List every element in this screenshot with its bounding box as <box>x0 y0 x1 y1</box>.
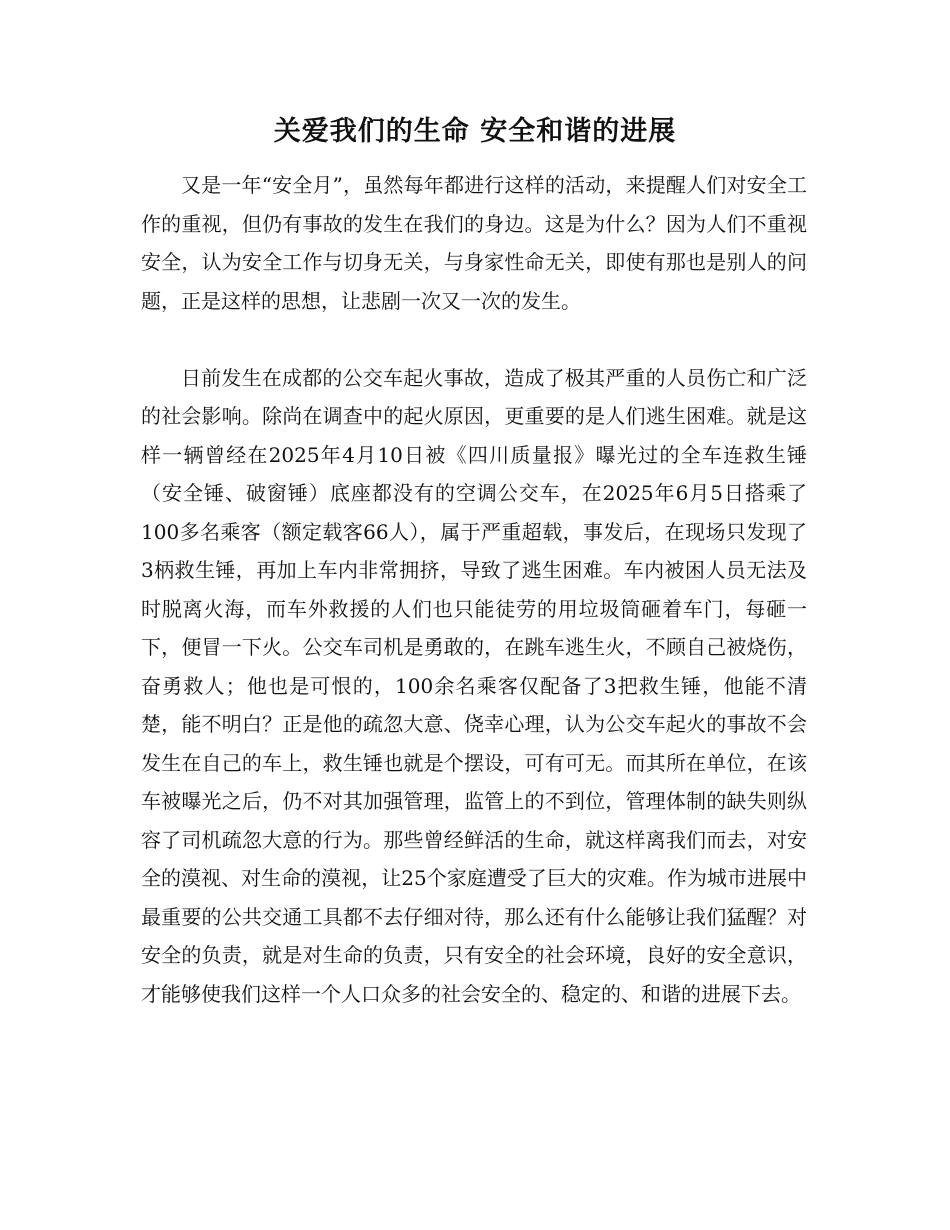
paragraph-1: 又是一年“安全月”，虽然每年都进行这样的活动，来提醒人们对安全工作的重视，但仍有事故的发生在我们的身边。这是为什么？因为人们不重视安全，认为安全工作与切身无关，与身家性命无关，即使有那也是别人的问题，正是这样的思想，让悲剧一次又一次的发生。 <box>141 173 807 313</box>
paragraph-2: 日前发生在成都的公交车起火事故，造成了极其严重的人员伤亡和广泛的社会影响。除尚在调查中的起火原因，更重要的是人们逃生困难。就是这样一辆曾经在2025年4月10日被《四川质量报》曝光过的全车连救生锤（安全锤、破窗锤）底座都没有的空调公交车，在2025年6月5日搭乘了100多名乘客（额定载客66人），属于严重超载，事发后，在现场只发现了3柄救生锤，再加上车内非常拥挤，导致了逃生困难。车内被困人员无法及时脱离火海，而车外救援的人们也只能徒劳的用垃圾筒砸着车门，每砸一下，便冒一下火。公交车司机是勇敢的，在跳车逃生火，不顾自己被烧伤，奋勇救人；他也是可恨的，100余名乘客仅配备了3把救生锤，他能不清楚，能不明白？正是他的疏忽大意、侥幸心理，认为公交车起火的事故不会发生在自己的车上，救生锤也就是个摆设，可有可无。而其所在单位，在该车被曝光之后，仍不对其加强管理，监管上的不到位，管理体制的缺失则纵容了司机疏忽大意的行为。那些曾经鲜活的生命，就这样离我们而去，对安全的漠视、对生命的漠视，让25个家庭遭受了巨大的灾难。作为城市进展中最重要的公共交通工具都不去仔细对待，那么还有什么能够让我们猛醒？对安全的负责，就是对生命的负责，只有安全的社会环境，良好的安全意识，才能够使我们这样一个人口众多的社会安全的、稳定的、和谐的进展下去。 <box>141 365 807 1006</box>
paragraph-gap <box>141 320 807 359</box>
document-title: 关爱我们的生命 安全和谐的进展 <box>273 116 677 147</box>
document-body <box>141 166 807 1013</box>
